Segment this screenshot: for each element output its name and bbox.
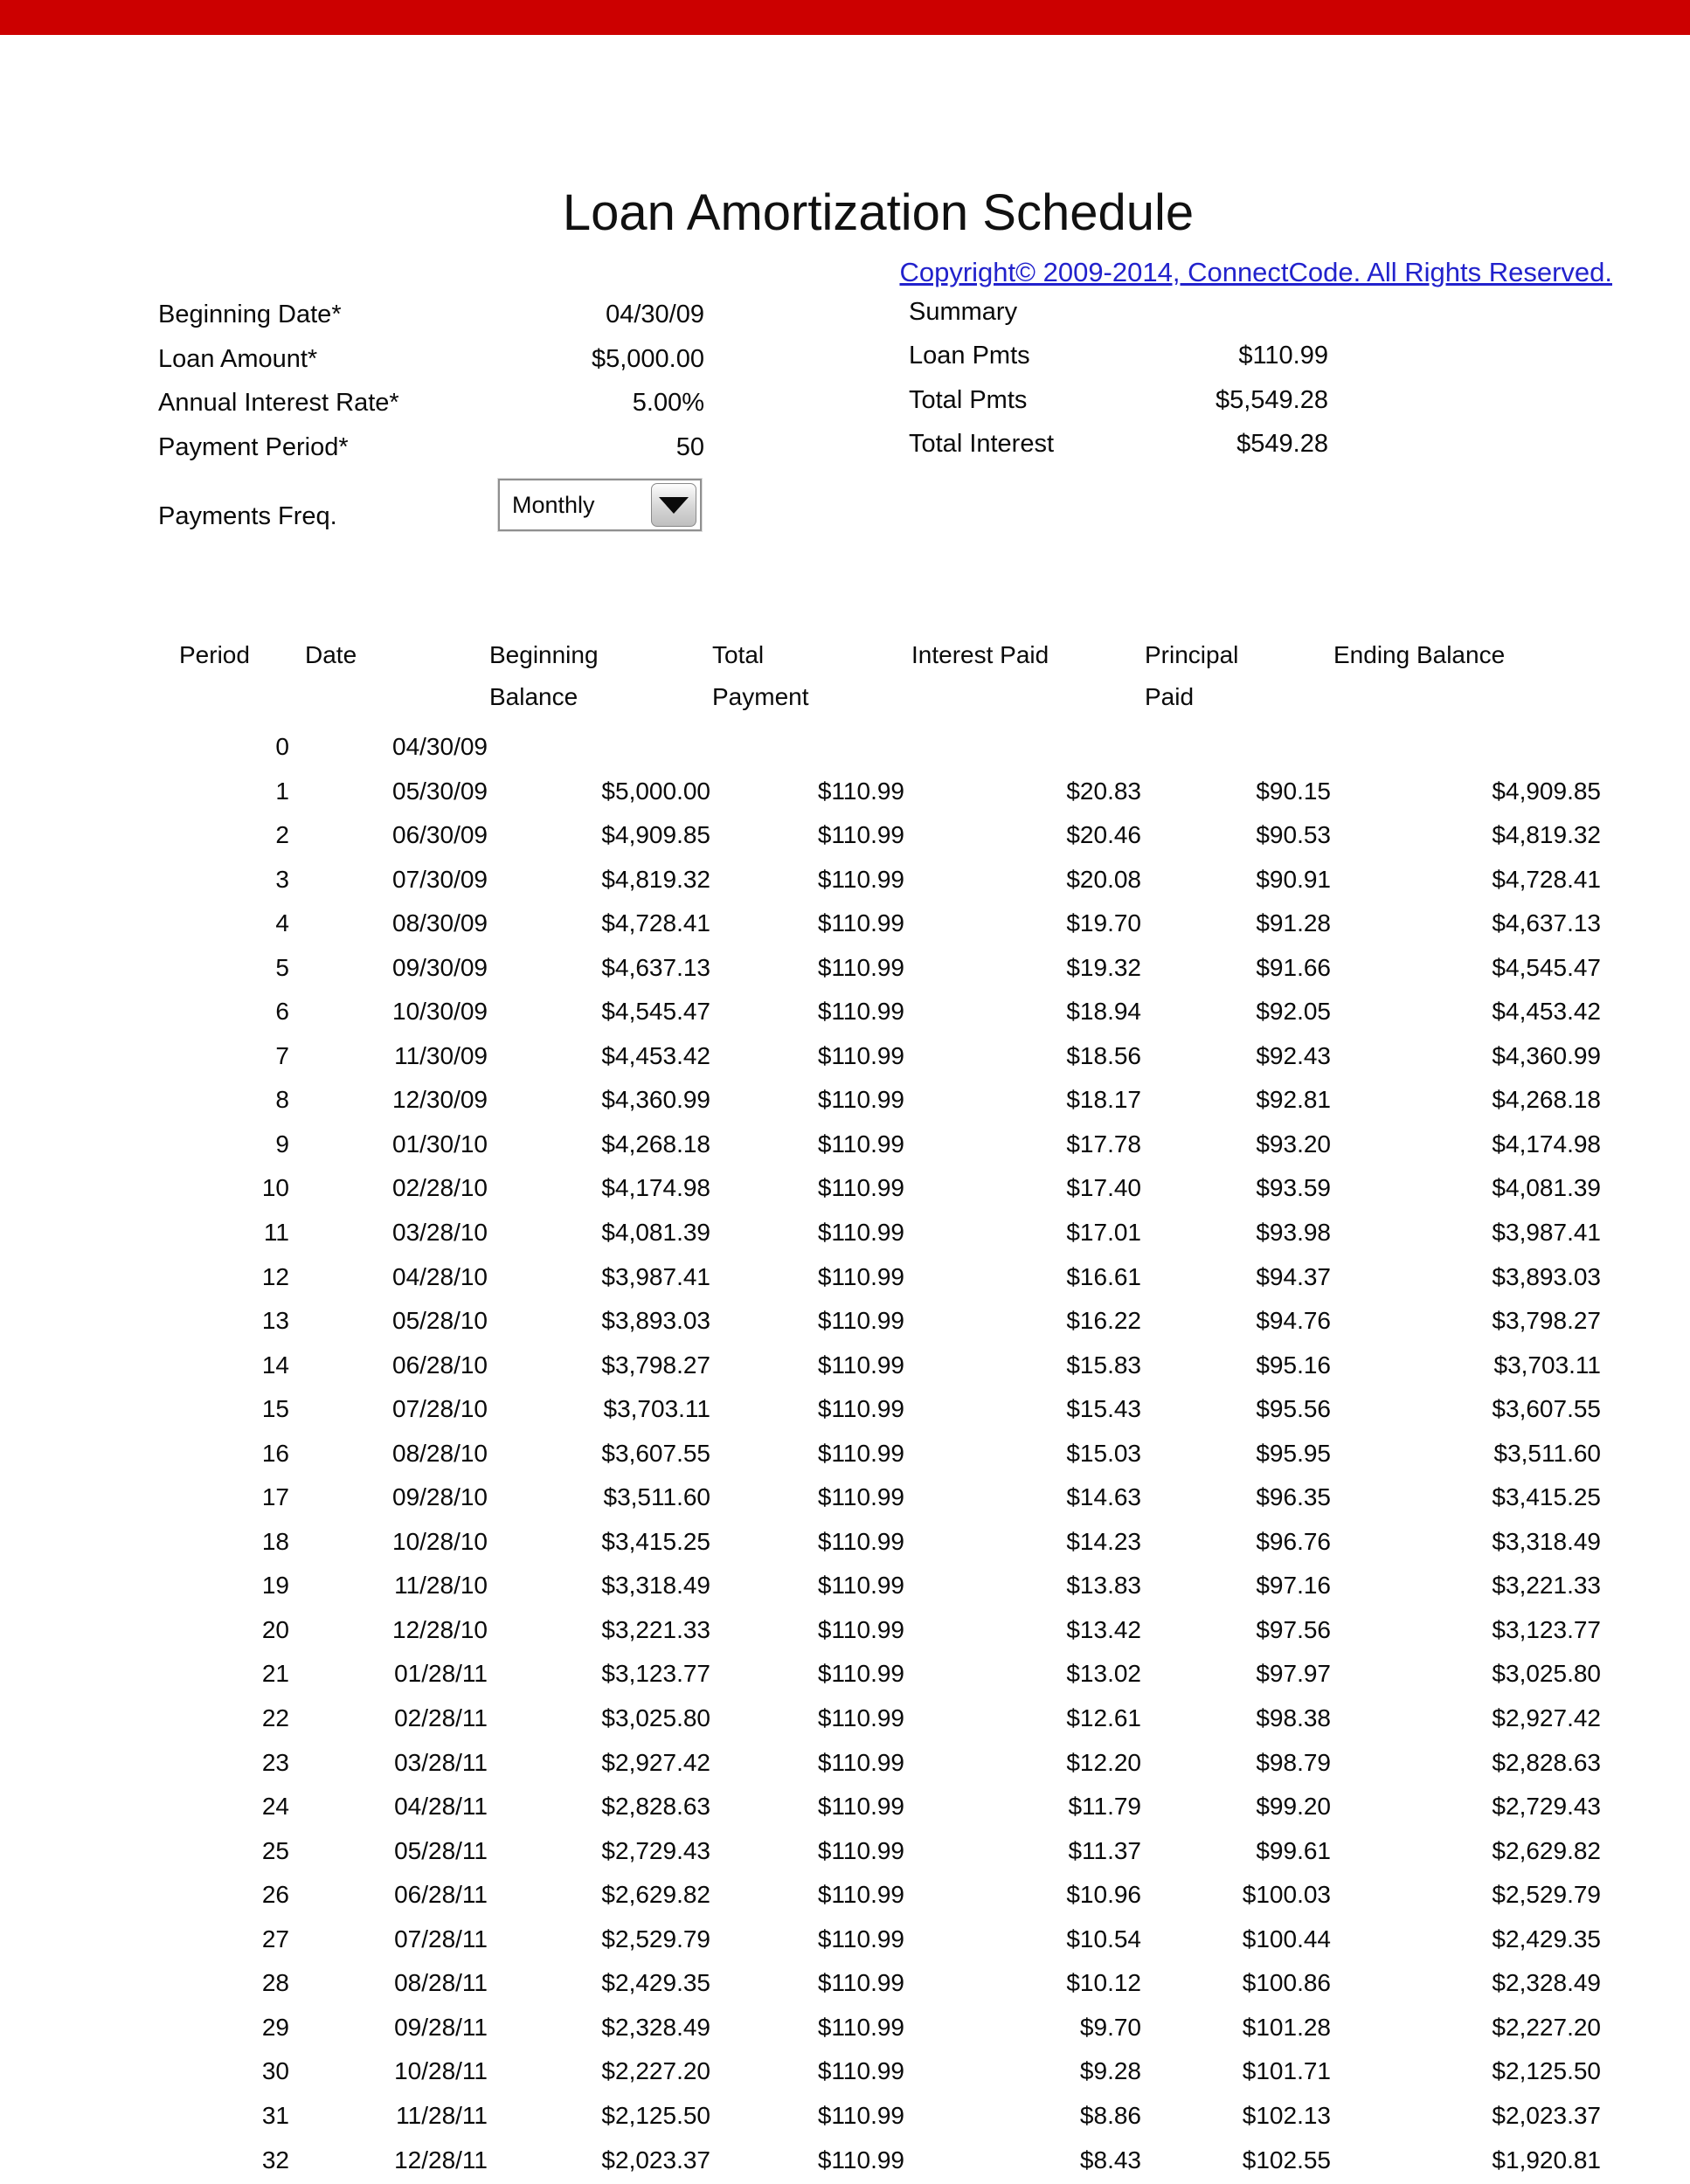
cell-date: 04/30/09: [392, 733, 488, 760]
cell-ending-balance: $3,893.03: [1492, 1262, 1601, 1290]
header-total-payment-line2: Payment: [712, 683, 809, 710]
beginning-date-value[interactable]: 04/30/09: [606, 301, 704, 328]
cell-principal-paid: $90.15: [1256, 777, 1331, 805]
table-row: [0, 858, 1690, 902]
table-row: [0, 1299, 1690, 1344]
cell-ending-balance: [1426, 725, 1601, 770]
table-row: [0, 1476, 1690, 1520]
cell-ending-balance: $3,987.41: [1492, 1219, 1601, 1247]
cell-interest-paid: $19.70: [1066, 909, 1141, 937]
cell-date: 10/28/10: [392, 1527, 488, 1555]
cell-beginning-balance: $2,828.63: [601, 1793, 710, 1821]
cell-date: 12/28/10: [392, 1615, 488, 1643]
cell-period: 10: [261, 1174, 289, 1202]
cell-period: 9: [275, 1130, 289, 1158]
cell-period: 16: [261, 1439, 289, 1467]
cell-interest-paid: $8.86: [1079, 2101, 1141, 2129]
cell-interest-paid: $9.28: [1079, 2057, 1141, 2085]
table-row: [0, 1918, 1690, 1962]
cell-total-payment: $110.99: [817, 1527, 904, 1555]
table-row: [0, 1697, 1690, 1741]
cell-total-payment: $110.99: [817, 1836, 904, 1864]
table-row: [0, 1829, 1690, 1874]
cell-total-payment: $110.99: [817, 1041, 904, 1069]
total-interest-value: $549.28: [1236, 430, 1328, 458]
beginning-date-label: Beginning Date*: [158, 301, 342, 328]
cell-principal-paid: $92.43: [1256, 1041, 1331, 1069]
cell-principal-paid: $94.37: [1256, 1262, 1331, 1290]
cell-ending-balance: $4,453.42: [1492, 998, 1601, 1026]
cell-principal-paid: $101.28: [1242, 2013, 1331, 2041]
cell-total-payment: $110.99: [817, 777, 904, 805]
table-body: [0, 725, 1690, 2182]
cell-date: 09/28/11: [394, 2013, 488, 2041]
copyright-link[interactable]: Copyright© 2009-2014, ConnectCode. All Rights Reserved.: [899, 257, 1612, 287]
cell-principal-paid: $96.76: [1256, 1527, 1331, 1555]
cell-beginning-balance: $4,728.41: [601, 909, 710, 937]
table-row: [0, 1123, 1690, 1167]
cell-period: 6: [275, 998, 289, 1026]
cell-principal-paid: $90.91: [1256, 865, 1331, 893]
cell-beginning-balance: $2,729.43: [601, 1836, 710, 1864]
cell-date: 07/30/09: [392, 865, 488, 893]
cell-ending-balance: $4,268.18: [1492, 1086, 1601, 1114]
cell-ending-balance: $2,927.42: [1492, 1704, 1601, 1732]
cell-date: 04/28/10: [392, 1262, 488, 1290]
cell-date: 06/30/09: [392, 821, 488, 849]
cell-period: 1: [275, 777, 289, 805]
cell-beginning-balance: $4,637.13: [601, 953, 710, 981]
cell-period: 22: [261, 1704, 289, 1732]
table-row: [0, 1432, 1690, 1476]
cell-total-payment: $110.99: [817, 1395, 904, 1423]
cell-beginning-balance: $2,927.42: [601, 1748, 710, 1776]
cell-total-payment: $110.99: [817, 1748, 904, 1776]
cell-total-payment: $110.99: [817, 1307, 904, 1335]
cell-principal-paid: $92.81: [1256, 1086, 1331, 1114]
cell-period: 21: [261, 1660, 289, 1688]
header-interest-paid: Interest Paid: [911, 641, 1049, 668]
cell-period: 0: [275, 733, 289, 760]
cell-ending-balance: $4,637.13: [1492, 909, 1601, 937]
cell-period: 7: [275, 1041, 289, 1069]
cell-interest-paid: $12.61: [1066, 1704, 1141, 1732]
cell-interest-paid: $20.83: [1066, 777, 1141, 805]
cell-period: 25: [261, 1836, 289, 1864]
cell-period: 13: [261, 1307, 289, 1335]
cell-principal-paid: $90.53: [1256, 821, 1331, 849]
cell-period: 28: [261, 1969, 289, 1997]
dropdown-arrow-button[interactable]: [651, 483, 696, 527]
cell-beginning-balance: $2,125.50: [601, 2101, 710, 2129]
table-row: [0, 1652, 1690, 1697]
cell-period: 5: [275, 953, 289, 981]
cell-period: 26: [261, 1881, 289, 1909]
table-row: [0, 2139, 1690, 2183]
cell-ending-balance: $2,328.49: [1492, 1969, 1601, 1997]
cell-total-payment: $110.99: [817, 1660, 904, 1688]
cell-total-payment: $110.99: [817, 998, 904, 1026]
payment-period-value[interactable]: 50: [675, 433, 704, 461]
cell-ending-balance: $2,729.43: [1492, 1793, 1601, 1821]
table-row: [0, 1344, 1690, 1388]
cell-period: 18: [261, 1527, 289, 1555]
cell-principal-paid: $98.79: [1256, 1748, 1331, 1776]
cell-beginning-balance: $4,453.42: [601, 1041, 710, 1069]
cell-interest-paid: $15.43: [1066, 1395, 1141, 1423]
cell-total-payment: $110.99: [817, 1704, 904, 1732]
cell-ending-balance: $4,909.85: [1492, 777, 1601, 805]
table-row: [0, 1166, 1690, 1211]
cell-principal-paid: $91.66: [1256, 953, 1331, 981]
cell-interest-paid: $14.63: [1066, 1483, 1141, 1511]
cell-date: 08/30/09: [392, 909, 488, 937]
cell-beginning-balance: $4,819.32: [601, 865, 710, 893]
cell-beginning-balance: $3,893.03: [601, 1307, 710, 1335]
cell-beginning-balance: $2,227.20: [601, 2057, 710, 2085]
cell-interest-paid: [966, 725, 1141, 770]
cell-principal-paid: $95.16: [1256, 1351, 1331, 1379]
cell-principal-paid: $93.59: [1256, 1174, 1331, 1202]
cell-total-payment: $110.99: [817, 1439, 904, 1467]
cell-date: 10/28/11: [394, 2057, 488, 2085]
cell-total-payment: $110.99: [817, 1881, 904, 1909]
cell-principal-paid: $92.05: [1256, 998, 1331, 1026]
cell-ending-balance: $3,511.60: [1493, 1439, 1601, 1467]
cell-interest-paid: $20.46: [1066, 821, 1141, 849]
cell-date: 01/28/11: [394, 1660, 488, 1688]
cell-principal-paid: $93.98: [1256, 1219, 1331, 1247]
header-beginning-balance-line1: Beginning: [489, 641, 599, 668]
cell-date: 11/28/11: [396, 2101, 488, 2129]
cell-interest-paid: $13.42: [1066, 1615, 1141, 1643]
loan-pmts-label: Loan Pmts: [909, 342, 1030, 370]
cell-principal-paid: $102.55: [1242, 2146, 1331, 2174]
cell-period: 29: [261, 2013, 289, 2041]
cell-principal-paid: $102.13: [1242, 2101, 1331, 2129]
header-period: Period: [179, 641, 250, 668]
cell-total-payment: $110.99: [817, 909, 904, 937]
cell-beginning-balance: $5,000.00: [601, 777, 710, 805]
cell-period: 19: [261, 1572, 289, 1600]
table-row: [0, 1741, 1690, 1786]
payments-freq-selected-value: Monthly: [512, 491, 595, 518]
cell-date: 05/28/11: [394, 1836, 488, 1864]
cell-ending-balance: $3,703.11: [1493, 1351, 1601, 1379]
table-row: [0, 1211, 1690, 1255]
cell-beginning-balance: $3,025.80: [601, 1704, 710, 1732]
cell-total-payment: $110.99: [817, 1572, 904, 1600]
cell-total-payment: $110.99: [817, 953, 904, 981]
cell-beginning-balance: $2,529.79: [601, 1925, 710, 1952]
cell-ending-balance: $4,819.32: [1492, 821, 1601, 849]
top-accent-bar: [0, 0, 1690, 35]
cell-total-payment: $110.99: [817, 2101, 904, 2129]
cell-total-payment: $110.99: [817, 1174, 904, 1202]
cell-date: 12/28/11: [394, 2146, 488, 2174]
cell-date: 03/28/11: [394, 1748, 488, 1776]
table-row: [0, 1520, 1690, 1565]
chevron-down-icon: [659, 497, 689, 514]
table-row: [0, 2049, 1690, 2094]
page-title: Loan Amortization Schedule: [562, 184, 1195, 241]
cell-interest-paid: $14.23: [1066, 1527, 1141, 1555]
cell-period: 23: [261, 1748, 289, 1776]
cell-total-payment: $110.99: [817, 1793, 904, 1821]
total-interest-label: Total Interest: [909, 430, 1055, 458]
cell-period: 24: [261, 1793, 289, 1821]
cell-beginning-balance: $3,511.60: [603, 1483, 710, 1511]
cell-total-payment: [747, 725, 904, 770]
total-pmts-label: Total Pmts: [909, 386, 1028, 414]
cell-total-payment: $110.99: [817, 2013, 904, 2041]
cell-period: 15: [261, 1395, 289, 1423]
header-beginning-balance-line2: Balance: [489, 683, 578, 710]
cell-interest-paid: $13.83: [1066, 1572, 1141, 1600]
cell-beginning-balance: $2,629.82: [601, 1881, 710, 1909]
cell-total-payment: $110.99: [817, 865, 904, 893]
cell-date: 03/28/10: [392, 1219, 488, 1247]
cell-date: 11/28/10: [394, 1572, 488, 1600]
cell-ending-balance: $3,798.27: [1492, 1307, 1601, 1335]
cell-date: 09/30/09: [392, 953, 488, 981]
cell-ending-balance: $2,529.79: [1492, 1881, 1601, 1909]
table-row: [0, 2094, 1690, 2139]
cell-period: 8: [275, 1086, 289, 1114]
cell-principal-paid: $94.76: [1256, 1307, 1331, 1335]
loan-amount-value[interactable]: $5,000.00: [591, 345, 704, 373]
cell-beginning-balance: $2,429.35: [601, 1969, 710, 1997]
cell-beginning-balance: $3,221.33: [601, 1615, 710, 1643]
cell-interest-paid: $18.56: [1066, 1041, 1141, 1069]
cell-total-payment: $110.99: [817, 2057, 904, 2085]
cell-principal-paid: $95.95: [1256, 1439, 1331, 1467]
cell-ending-balance: $4,545.47: [1492, 953, 1601, 981]
cell-interest-paid: $8.43: [1079, 2146, 1141, 2174]
cell-interest-paid: $9.70: [1079, 2013, 1141, 2041]
annual-interest-rate-label: Annual Interest Rate*: [158, 389, 399, 417]
cell-beginning-balance: $3,607.55: [601, 1439, 710, 1467]
cell-principal-paid: $97.97: [1256, 1660, 1331, 1688]
cell-principal-paid: $97.16: [1256, 1572, 1331, 1600]
table-row: [0, 1961, 1690, 2006]
cell-period: 17: [261, 1483, 289, 1511]
summary-heading: Summary: [909, 298, 1018, 326]
cell-date: 11/30/09: [394, 1041, 488, 1069]
cell-principal-paid: [1174, 725, 1331, 770]
cell-ending-balance: $2,429.35: [1492, 1925, 1601, 1952]
cell-beginning-balance: $4,174.98: [601, 1174, 710, 1202]
loan-pmts-value: $110.99: [1238, 342, 1328, 370]
total-pmts-value: $5,549.28: [1215, 386, 1328, 414]
header-ending-balance: Ending Balance: [1333, 641, 1506, 668]
cell-principal-paid: $95.56: [1256, 1395, 1331, 1423]
table-row: [0, 1564, 1690, 1608]
table-row: [0, 1873, 1690, 1918]
cell-total-payment: $110.99: [817, 1351, 904, 1379]
cell-principal-paid: $100.86: [1242, 1969, 1331, 1997]
cell-ending-balance: $3,318.49: [1492, 1527, 1601, 1555]
cell-date: 08/28/11: [394, 1969, 488, 1997]
cell-beginning-balance: $3,798.27: [601, 1351, 710, 1379]
cell-beginning-balance: $3,318.49: [601, 1572, 710, 1600]
cell-total-payment: $110.99: [817, 1130, 904, 1158]
table-row: [0, 1785, 1690, 1829]
cell-ending-balance: $4,728.41: [1492, 865, 1601, 893]
annual-interest-rate-value[interactable]: 5.00%: [632, 389, 704, 417]
cell-ending-balance: $3,221.33: [1492, 1572, 1601, 1600]
cell-ending-balance: $2,629.82: [1492, 1836, 1601, 1864]
cell-interest-paid: $17.40: [1066, 1174, 1141, 1202]
cell-beginning-balance: $3,123.77: [601, 1660, 710, 1688]
cell-ending-balance: $4,360.99: [1492, 1041, 1601, 1069]
cell-total-payment: $110.99: [817, 1969, 904, 1997]
cell-date: 07/28/10: [392, 1395, 488, 1423]
cell-ending-balance: $3,123.77: [1492, 1615, 1601, 1643]
cell-principal-paid: $93.20: [1256, 1130, 1331, 1158]
table-row: [0, 2006, 1690, 2050]
cell-period: 12: [261, 1262, 289, 1290]
cell-beginning-balance: [518, 725, 710, 770]
table-row: [0, 946, 1690, 991]
cell-beginning-balance: $3,987.41: [601, 1262, 710, 1290]
cell-principal-paid: $98.38: [1256, 1704, 1331, 1732]
payments-freq-label: Payments Freq.: [158, 502, 337, 530]
cell-total-payment: $110.99: [817, 821, 904, 849]
cell-beginning-balance: $2,328.49: [601, 2013, 710, 2041]
cell-date: 08/28/10: [392, 1439, 488, 1467]
cell-total-payment: $110.99: [817, 1262, 904, 1290]
cell-ending-balance: $3,415.25: [1492, 1483, 1601, 1511]
cell-interest-paid: $18.94: [1066, 998, 1141, 1026]
cell-beginning-balance: $4,909.85: [601, 821, 710, 849]
cell-ending-balance: $2,125.50: [1492, 2057, 1601, 2085]
header-total-payment-line1: Total: [712, 641, 765, 668]
cell-beginning-balance: $3,415.25: [601, 1527, 710, 1555]
header-principal-paid-line1: Principal: [1145, 641, 1239, 668]
cell-interest-paid: $15.03: [1066, 1439, 1141, 1467]
cell-period: 14: [261, 1351, 289, 1379]
cell-period: 31: [261, 2101, 289, 2129]
cell-principal-paid: $101.71: [1242, 2057, 1331, 2085]
cell-interest-paid: $10.96: [1066, 1881, 1141, 1909]
cell-interest-paid: $16.61: [1066, 1262, 1141, 1290]
cell-interest-paid: $11.37: [1068, 1836, 1141, 1864]
table-row: [0, 1034, 1690, 1079]
cell-date: 10/30/09: [392, 998, 488, 1026]
cell-date: 06/28/10: [392, 1351, 488, 1379]
cell-date: 01/30/10: [392, 1130, 488, 1158]
cell-beginning-balance: $4,545.47: [601, 998, 710, 1026]
cell-ending-balance: $2,828.63: [1492, 1748, 1601, 1776]
cell-ending-balance: $1,920.81: [1492, 2146, 1601, 2174]
cell-interest-paid: $10.54: [1066, 1925, 1141, 1952]
cell-period: 4: [275, 909, 289, 937]
cell-total-payment: $110.99: [817, 1219, 904, 1247]
cell-date: 06/28/11: [394, 1881, 488, 1909]
cell-interest-paid: $20.08: [1066, 865, 1141, 893]
cell-total-payment: $110.99: [817, 1925, 904, 1952]
payment-period-label: Payment Period*: [158, 433, 349, 461]
cell-total-payment: $110.99: [817, 2146, 904, 2174]
cell-period: 20: [261, 1615, 289, 1643]
cell-total-payment: $110.99: [817, 1086, 904, 1114]
table-row: [0, 813, 1690, 858]
cell-principal-paid: $100.03: [1242, 1881, 1331, 1909]
table-row: [0, 725, 1690, 770]
header-date: Date: [305, 641, 357, 668]
cell-principal-paid: $91.28: [1256, 909, 1331, 937]
cell-date: 12/30/09: [392, 1086, 488, 1114]
table-row: [0, 902, 1690, 946]
cell-interest-paid: $19.32: [1066, 953, 1141, 981]
cell-principal-paid: $99.61: [1256, 1836, 1331, 1864]
table-row: [0, 990, 1690, 1034]
cell-period: 30: [261, 2057, 289, 2085]
cell-interest-paid: $13.02: [1066, 1660, 1141, 1688]
cell-period: 3: [275, 865, 289, 893]
cell-ending-balance: $3,025.80: [1492, 1660, 1601, 1688]
cell-period: 11: [263, 1219, 289, 1247]
cell-beginning-balance: $2,023.37: [601, 2146, 710, 2174]
cell-ending-balance: $4,174.98: [1492, 1130, 1601, 1158]
table-row: [0, 1078, 1690, 1123]
cell-beginning-balance: $4,081.39: [601, 1219, 710, 1247]
cell-interest-paid: $10.12: [1066, 1969, 1141, 1997]
table-row: [0, 1608, 1690, 1653]
table-row: [0, 1255, 1690, 1300]
cell-interest-paid: $17.01: [1066, 1219, 1141, 1247]
cell-period: 27: [261, 1925, 289, 1952]
cell-interest-paid: $12.20: [1066, 1748, 1141, 1776]
cell-total-payment: $110.99: [817, 1483, 904, 1511]
cell-date: 05/28/10: [392, 1307, 488, 1335]
cell-interest-paid: $17.78: [1066, 1130, 1141, 1158]
cell-beginning-balance: $4,268.18: [601, 1130, 710, 1158]
cell-principal-paid: $99.20: [1256, 1793, 1331, 1821]
cell-ending-balance: $2,227.20: [1492, 2013, 1601, 2041]
table-row: [0, 1387, 1690, 1432]
cell-date: 02/28/11: [394, 1704, 488, 1732]
cell-interest-paid: $15.83: [1066, 1351, 1141, 1379]
cell-total-payment: $110.99: [817, 1615, 904, 1643]
cell-principal-paid: $97.56: [1256, 1615, 1331, 1643]
loan-amount-label: Loan Amount*: [158, 345, 318, 373]
cell-ending-balance: $3,607.55: [1492, 1395, 1601, 1423]
cell-period: 32: [261, 2146, 289, 2174]
cell-beginning-balance: $4,360.99: [601, 1086, 710, 1114]
cell-period: 2: [275, 821, 289, 849]
cell-ending-balance: $2,023.37: [1492, 2101, 1601, 2129]
cell-beginning-balance: $3,703.11: [603, 1395, 710, 1423]
header-principal-paid-line2: Paid: [1145, 683, 1195, 710]
cell-interest-paid: $16.22: [1066, 1307, 1141, 1335]
cell-date: 04/28/11: [394, 1793, 488, 1821]
payments-freq-dropdown[interactable]: [498, 479, 702, 531]
cell-principal-paid: $100.44: [1242, 1925, 1331, 1952]
cell-date: 05/30/09: [392, 777, 488, 805]
cell-date: 09/28/10: [392, 1483, 488, 1511]
cell-principal-paid: $96.35: [1256, 1483, 1331, 1511]
table-row: [0, 770, 1690, 814]
cell-ending-balance: $4,081.39: [1492, 1174, 1601, 1202]
cell-interest-paid: $18.17: [1066, 1086, 1141, 1114]
cell-date: 07/28/11: [394, 1925, 488, 1952]
cell-date: 02/28/10: [392, 1174, 488, 1202]
cell-interest-paid: $11.79: [1068, 1793, 1141, 1821]
